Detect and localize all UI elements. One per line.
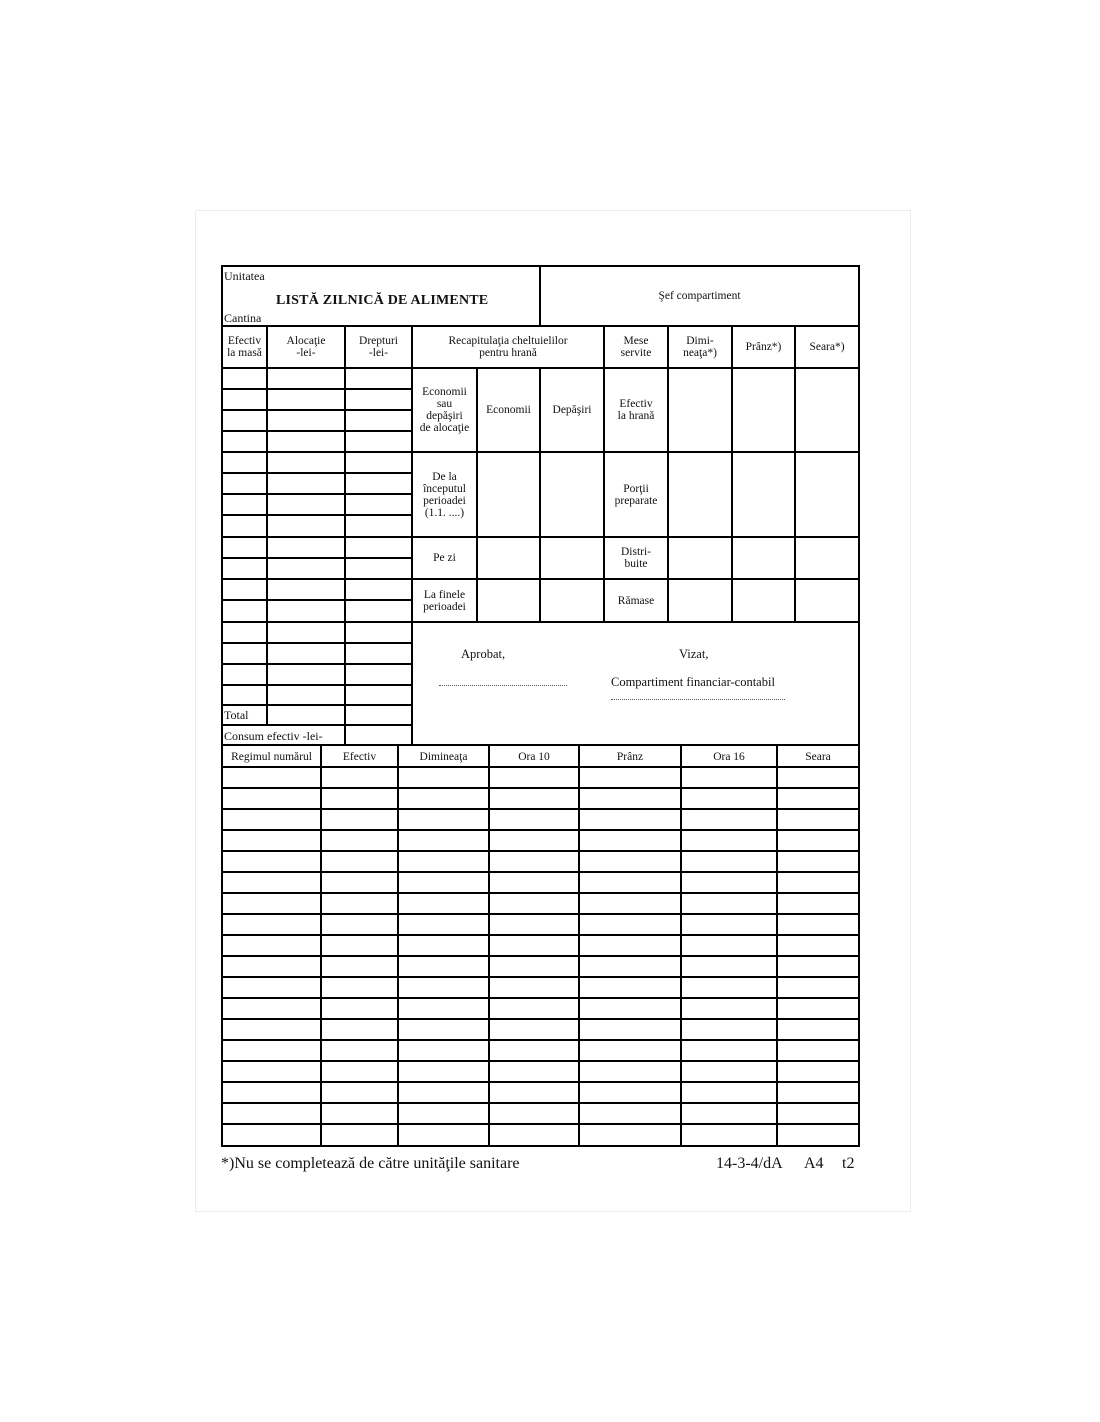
recap-de-la-inceputul: De la începutul perioadei (1.1. ....)	[423, 470, 466, 519]
col-dimineata: Dimi- neaţa*)	[683, 335, 717, 359]
recap-depasiri: Depăşiri	[552, 404, 592, 416]
bcol-ora-10: Ora 10	[518, 750, 550, 763]
mese-distribuite: Distri- buite	[620, 546, 652, 570]
bcol-efectiv: Efectiv	[342, 750, 377, 763]
sef-compartiment-label: Şef compartiment	[658, 290, 741, 302]
consum-efectiv-label: Consum efectiv -lei-	[224, 729, 323, 743]
bcol-ora-16: Ora 16	[713, 750, 745, 763]
aprobat-signature-line	[439, 685, 567, 686]
col-mese-servite: Mese servite	[620, 335, 652, 359]
form-tag: t2	[842, 1155, 855, 1172]
bcol-regimul-numarul: Regimul numărul	[231, 750, 312, 763]
mese-ramase: Rămase	[617, 594, 655, 607]
col-seara: Seara*)	[809, 341, 845, 353]
paper-size: A4	[804, 1155, 824, 1172]
compartiment-financiar-label: Compartiment financiar-contabil	[611, 675, 775, 689]
col-efectiv-la-masa: Efectiv la masă	[227, 335, 262, 359]
bcol-dimineata: Dimineaţa	[419, 750, 468, 763]
recap-pe-zi: Pe zi	[433, 552, 456, 564]
col-drepturi: Drepturi -lei-	[359, 335, 398, 359]
bcol-pranz: Prânz	[616, 750, 644, 763]
col-pranz: Prânz*)	[745, 341, 782, 353]
cantina-label: Cantina	[224, 311, 262, 325]
form-code: 14-3-4/dA	[716, 1155, 783, 1172]
col-recapitulatia: Recapitulaţia cheltuielilor pentru hrană	[448, 335, 568, 359]
unitate-label: Unitatea	[224, 269, 265, 283]
recap-la-finele: La finele perioadei	[423, 588, 466, 613]
recap-economii: Economii	[486, 404, 531, 416]
recap-economii-sau-depasiri: Economii sau depăşiri de alocaţie	[419, 386, 470, 434]
total-label: Total	[224, 708, 249, 722]
vizat-label: Vizat,	[679, 647, 709, 661]
aprobat-label: Aprobat,	[461, 647, 506, 661]
col-alocatie: Alocaţie -lei-	[286, 335, 326, 359]
footer-note: *)Nu se completează de către unităţile sanitare	[221, 1155, 520, 1172]
food-list-form	[221, 265, 860, 1147]
form-title: LISTĂ ZILNICĂ DE ALIMENTE	[276, 293, 489, 308]
vizat-signature-line	[611, 699, 785, 700]
mese-efectiv-la-hrana: Efectiv la hrană	[617, 398, 655, 422]
bcol-seara: Seara	[805, 750, 831, 763]
mese-portii-preparate: Porţii preparate	[614, 482, 658, 507]
